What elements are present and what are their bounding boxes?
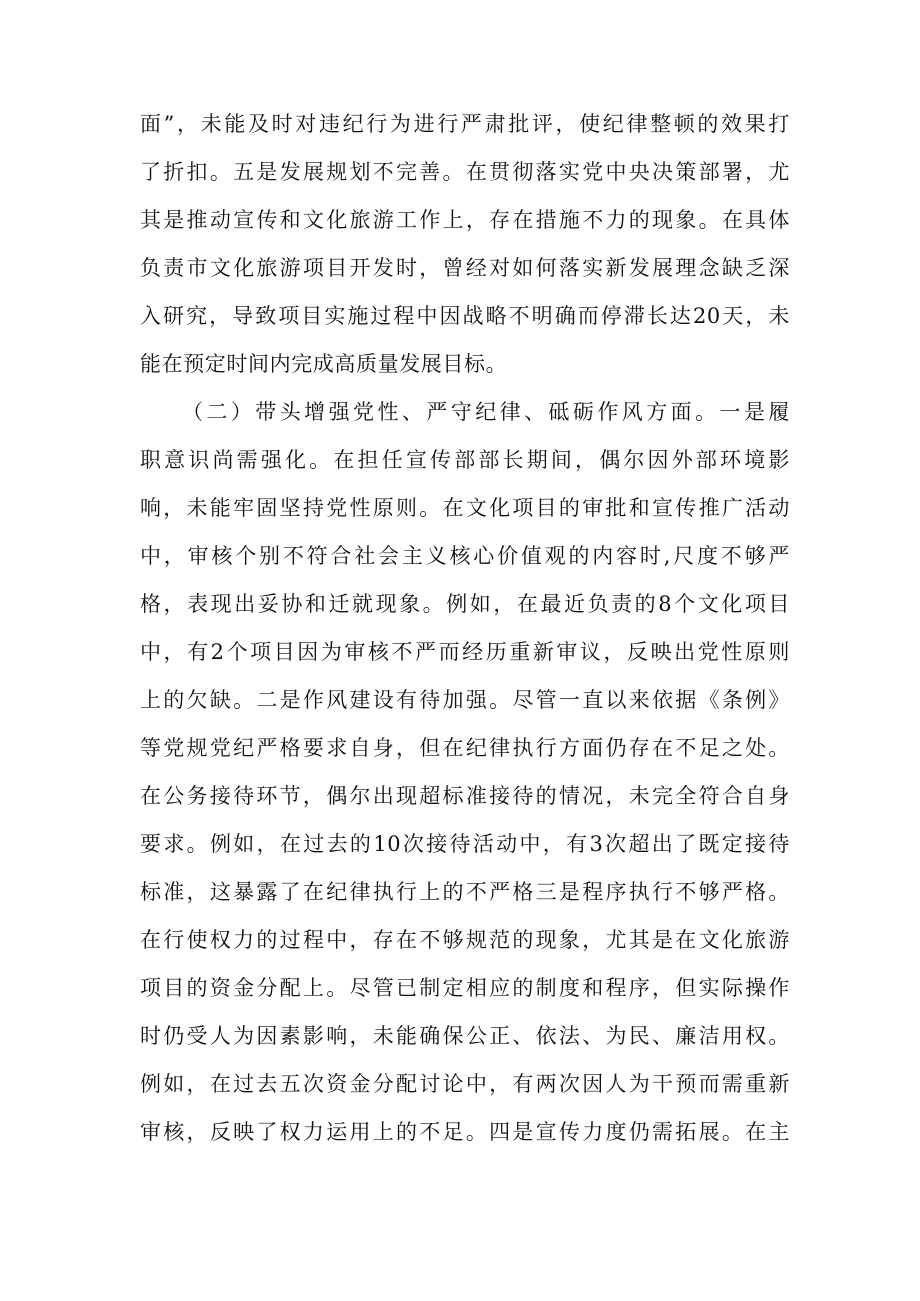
section-heading-line: （二）带头增强党性、严守纪律、砥砺作风方面。一是履 (182, 400, 790, 424)
text-line: 面”，未能及时对违纪行为进行严肃批评，使纪律整顿的效果打 (140, 112, 790, 136)
text-line: 在行使权力的过程中，存在不够规范的现象，尤其是在文化旅游 (140, 928, 790, 952)
text-line: 能在预定时间内完成高质量发展目标。 (140, 352, 508, 376)
text-line: 中，有2个项目因为审核不严而经历重新审议，反映出党性原则 (140, 640, 790, 664)
text-line: 了折扣。五是发展规划不完善。在贯彻落实党中央决策部署，尤 (140, 160, 790, 184)
text-line: 响，未能牢固坚持党性原则。在文化项目的审批和宣传推广活动 (140, 496, 790, 520)
text-line: 等党规党纪严格要求自身，但在纪律执行方面仍存在不足之处。 (140, 736, 790, 760)
text-line: 中，审核个别不符合社会主义核心价值观的内容时,尺度不够严 (140, 544, 790, 568)
text-line: 在公务接待环节，偶尔出现超标准接待的情况，未完全符合自身 (140, 784, 790, 808)
text-line: 格，表现出妥协和迁就现象。例如，在最近负责的8个文化项目 (140, 592, 790, 616)
body-text (140, 100, 790, 1156)
text-line: 上的欠缺。二是作风建设有待加强。尽管一直以来依据《条例》 (140, 688, 790, 712)
text-line: 负责市文化旅游项目开发时，曾经对如何落实新发展理念缺乏深 (140, 256, 790, 280)
text-line: 时仍受人为因素影响，未能确保公正、依法、为民、廉洁用权。 (140, 1024, 790, 1048)
text-line: 审核，反映了权力运用上的不足。四是宣传力度仍需拓展。在主 (140, 1120, 790, 1144)
text-line: 入研究，导致项目实施过程中因战略不明确而停滞长达20天，未 (140, 304, 790, 328)
text-line: 标准，这暴露了在纪律执行上的不严格三是程序执行不够严格。 (140, 880, 790, 904)
text-line: 要求。例如，在过去的10次接待活动中，有3次超出了既定接待 (140, 832, 790, 856)
text-line: 职意识尚需强化。在担任宣传部部长期间，偶尔因外部环境影 (140, 448, 790, 472)
text-line: 例如，在过去五次资金分配讨论中，有两次因人为干预而需重新 (140, 1072, 790, 1096)
text-line: 其是推动宣传和文化旅游工作上，存在措施不力的现象。在具体 (140, 208, 790, 232)
text-line: 项目的资金分配上。尽管已制定相应的制度和程序，但实际操作 (140, 976, 790, 1000)
